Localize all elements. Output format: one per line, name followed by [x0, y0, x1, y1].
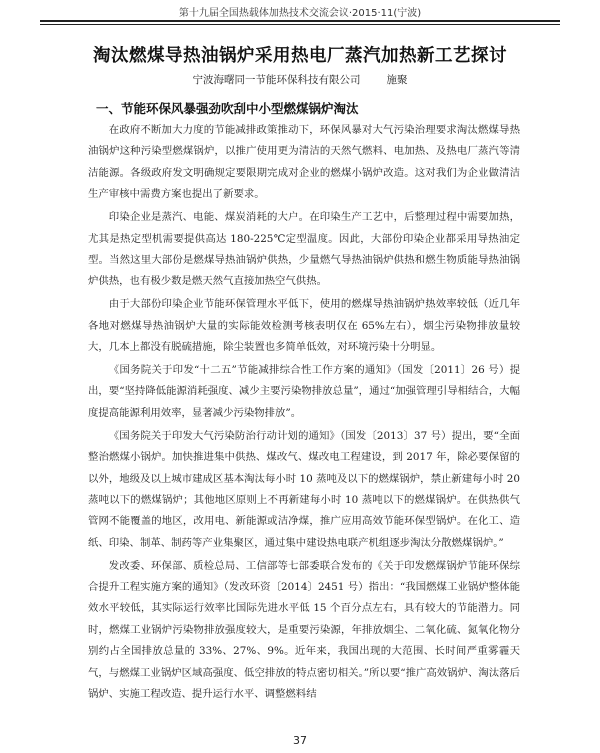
paragraph-3: 由于大部份印染企业节能环保管理水平低下，使用的燃煤导热油锅炉热效率较低（近几年各地对燃煤导热油锅炉大量的实际能效检测考核表明仅在 65%左右），烟尘污染物排放量较大，几本上都没有脱硫措施，除尘装置也多简单低效，对环境污染十分明显。 [88, 298, 520, 354]
paragraph-6: 发改委、环保部、质检总局、工信部等七部委联合发布的《关于印发燃煤锅炉节能环保综合提升工程实施方案的通知》（发改环资〔2014〕2451 号）指出：“我国燃煤工业锅炉整体能效水平较低，其实际运行效率比国际先进水平低 15 个百分点左右，具有较大的节能潜力。同时，燃煤工业锅炉污染物排放强度较大，是重要污染源，年排放烟尘、二氧化硫、氮氧化物分别约占全国排放总量的 33%、27%、9%。近年来，我国出现的大范围、长时间严重雾霾天气，与燃煤工业锅炉区域高强度、低空排放的特点密切相关。”所以要“推广高效锅炉、淘汰落后锅炉、实施工程改造、提升运行水平、调整燃料结 [88, 559, 520, 701]
header-rule [40, 20, 560, 22]
paragraph-2: 印染企业是蒸汽、电能、煤炭消耗的大户。在印染生产工艺中，后整理过程中需要加热，尤其是热定型机需要提供高达 180-225℃定型温度。因此，大部份印染企业都采用导热油定型。当然这里大部份是燃煤导热油锅炉供热，少量燃气导热油锅炉供热和燃生物质能导热油锅炉供热，也有极少数是燃天然气直接加热空气供热。 [88, 211, 520, 288]
header-rule-thin [40, 24, 560, 25]
running-header: 第十九届全国热载体加热技术交流会议·2015·11(宁波) [178, 8, 422, 19]
affiliation: 宁波海曙同一节能环保科技有限公司 [192, 74, 361, 86]
paragraph-4: 《国务院关于印发“十二五”节能减排综合性工作方案的通知》（国发〔2011〕26 号）提出，要“坚持降低能源消耗强度、减少主要污染物排放总量”，通过“加强管理引导相结合，大幅度提高能源利用效率，显著减少污染物排放”。 [88, 363, 520, 419]
section-heading: 一、节能环保风暴强劲吹刮中小型燃煤锅炉淘汰 [96, 101, 359, 116]
paragraph-1: 在政府不断加大力度的节能减排政策推动下，环保风暴对大气污染治理要求淘汰燃煤导热油锅炉这种污染型燃煤锅炉，以推广使用更为清洁的天然气燃料、电加热、及热电厂蒸汽等清洁能源。各级政府发文明确规定要限期完成对企业的燃煤小锅炉改造。这对我们为企业做清洁生产审核中需费方案也提出了新要求。 [88, 124, 520, 201]
paragraph-5: 《国务院关于印发大气污染防治行动计划的通知》（国发〔2013〕37 号）提出，要“全面整治燃煤小锅炉。加快推进集中供热、煤改气、煤改电工程建设，到 2017 年，除必要保留的以外，地级及以上城市建成区基本淘汰每小时 10 蒸吨及以下的燃煤锅炉，禁止新建每小时 20 蒸吨以下的燃煤锅炉；其他地区原则上不再新建每小时 10 蒸吨以下的燃煤锅炉。在供热供气管网不能覆盖的地区，改用电、新能源或洁净煤，推广应用高效节能环保型锅炉。在化工、造纸、印染、制革、制药等产业集聚区，通过集中建设热电联产机组逐步淘汰分散燃煤锅炉。” [88, 429, 520, 549]
author-line [0, 72, 600, 87]
author-name: 施聚 [386, 74, 408, 86]
article-title: 淘汰燃煤导热油锅炉采用热电厂蒸汽加热新工艺探讨 [93, 46, 507, 66]
body-text [88, 120, 520, 707]
page-number: 37 [293, 734, 307, 747]
